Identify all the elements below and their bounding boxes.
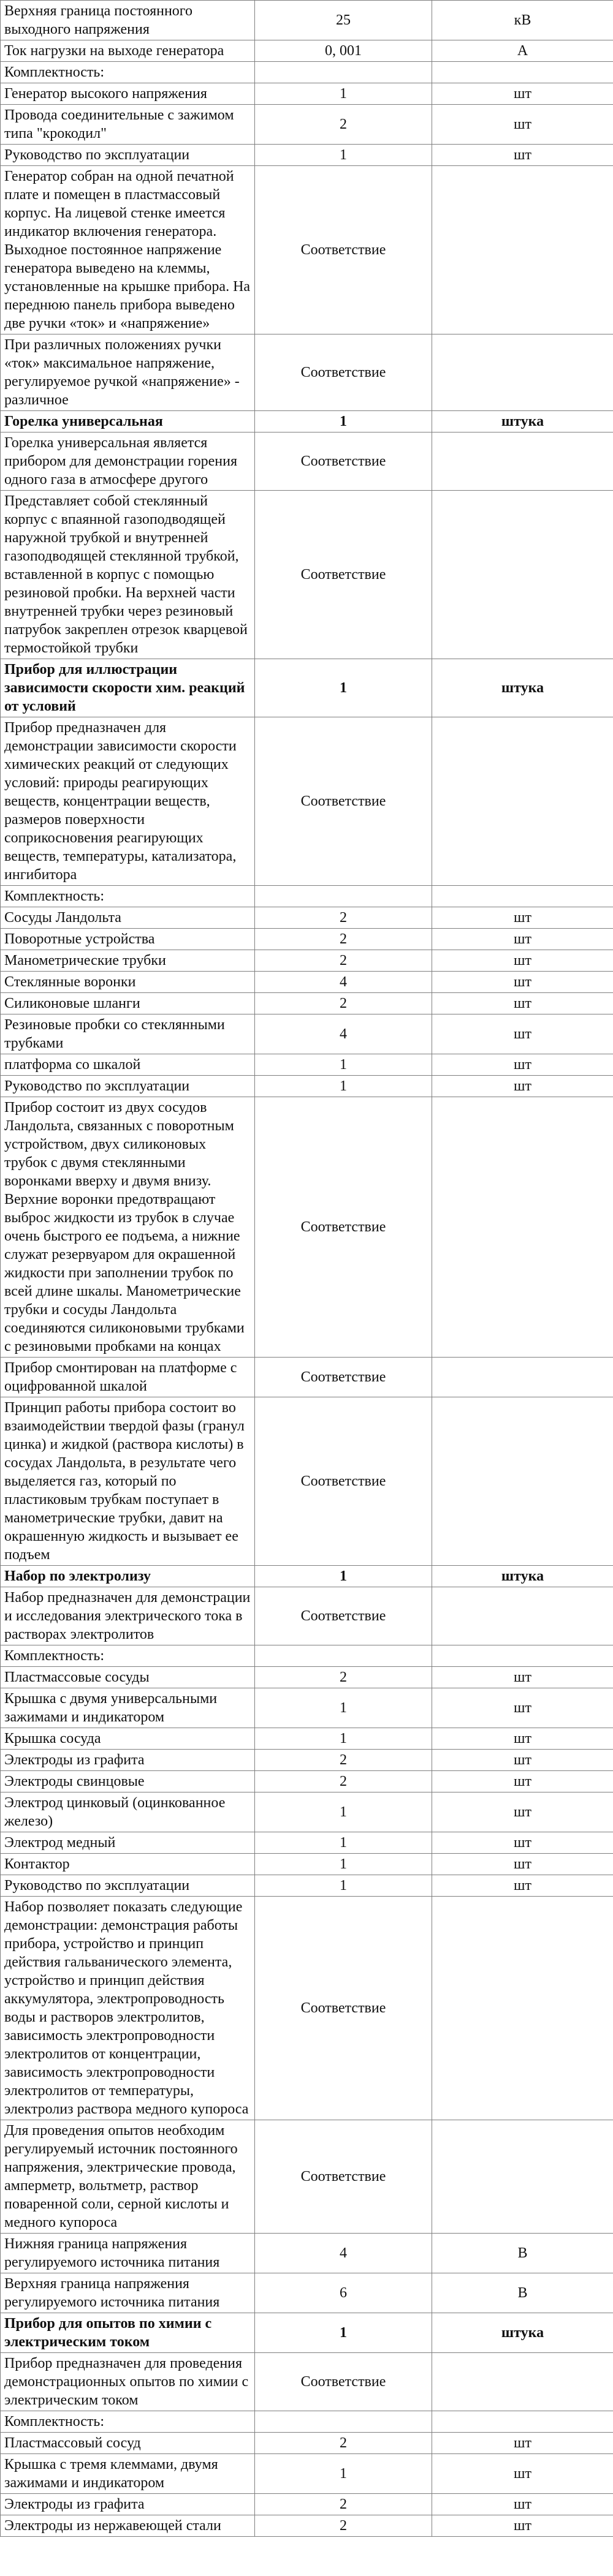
cell-unit: штука xyxy=(432,659,613,717)
cell-description: Прибор смонтирован на платформе с оцифрованной шкалой xyxy=(1,1358,255,1397)
cell-unit xyxy=(432,1897,613,2120)
cell-unit: шт xyxy=(432,1750,613,1771)
table-row xyxy=(1,1054,613,1076)
cell-description: Комплектность: xyxy=(1,62,255,83)
table-row xyxy=(1,1832,613,1854)
cell-unit xyxy=(432,2411,613,2433)
table-row-header xyxy=(1,411,613,432)
table-row xyxy=(1,1076,613,1097)
table-row xyxy=(1,105,613,145)
cell-value: 1 xyxy=(255,411,432,432)
table-row xyxy=(1,1771,613,1792)
cell-value: Соответствие xyxy=(255,432,432,491)
cell-unit: штука xyxy=(432,411,613,432)
table-row xyxy=(1,1397,613,1566)
cell-description: Поворотные устройства xyxy=(1,929,255,950)
cell-description: Прибор для опытов по химии с электрическим током xyxy=(1,2313,255,2353)
table-row xyxy=(1,40,613,62)
table-row xyxy=(1,2353,613,2411)
table-row-header xyxy=(1,659,613,717)
cell-value xyxy=(255,2411,432,2433)
cell-description: Для проведения опытов необходим регулируемый источник постоянного напряжения, электрические провода, амперметр, вольтметр, раствор поваренной соли, серной кислоты и медного купороса xyxy=(1,2120,255,2234)
cell-unit xyxy=(432,1645,613,1667)
table-row xyxy=(1,62,613,83)
table-row xyxy=(1,950,613,972)
cell-description: Набор предназначен для демонстрации и исследования электрического тока в растворах электролитов xyxy=(1,1587,255,1645)
cell-value: Соответствие xyxy=(255,166,432,334)
cell-unit: В xyxy=(432,2234,613,2273)
table-row xyxy=(1,1897,613,2120)
table-row xyxy=(1,2234,613,2273)
cell-description: Набор по электролизу xyxy=(1,1566,255,1587)
table-row-header xyxy=(1,1566,613,1587)
cell-unit: штука xyxy=(432,2313,613,2353)
cell-unit: шт xyxy=(432,1014,613,1054)
cell-description: Верхняя граница напряжения регулируемого источника питания xyxy=(1,2273,255,2313)
cell-value: 1 xyxy=(255,2313,432,2353)
cell-description: Прибор предназначен для проведения демонстрационных опытов по химии с электрическим током xyxy=(1,2353,255,2411)
table-row xyxy=(1,1645,613,1667)
table-row xyxy=(1,334,613,411)
cell-description: Электроды из нержавеющей стали xyxy=(1,2515,255,2537)
cell-value: 4 xyxy=(255,1014,432,1054)
cell-value: Соответствие xyxy=(255,1397,432,1566)
cell-description: Провода соединительные с зажимом типа "крокодил" xyxy=(1,105,255,145)
cell-description: Крышка с тремя клеммами, двумя зажимами и индикатором xyxy=(1,2454,255,2494)
cell-value: 1 xyxy=(255,2454,432,2494)
table-row xyxy=(1,166,613,334)
cell-value: 1 xyxy=(255,1875,432,1897)
cell-value: 4 xyxy=(255,2234,432,2273)
cell-unit: В xyxy=(432,2273,613,2313)
cell-description: Комплектность: xyxy=(1,886,255,907)
cell-value: Соответствие xyxy=(255,2353,432,2411)
table-row xyxy=(1,1688,613,1728)
cell-unit xyxy=(432,886,613,907)
table-row-header xyxy=(1,2313,613,2353)
cell-unit: шт xyxy=(432,950,613,972)
cell-value: 2 xyxy=(255,1750,432,1771)
table-row xyxy=(1,907,613,929)
cell-unit xyxy=(432,717,613,886)
table-row xyxy=(1,1,613,40)
cell-value: 2 xyxy=(255,1771,432,1792)
cell-value: 2 xyxy=(255,105,432,145)
cell-description: Контактор xyxy=(1,1854,255,1875)
table-row xyxy=(1,1792,613,1832)
table-row xyxy=(1,1875,613,1897)
cell-unit: шт xyxy=(432,145,613,166)
cell-description: Руководство по эксплуатации xyxy=(1,1875,255,1897)
cell-value: Соответствие xyxy=(255,1358,432,1397)
table-row xyxy=(1,83,613,105)
cell-unit xyxy=(432,2120,613,2234)
cell-value: 1 xyxy=(255,1728,432,1750)
cell-unit: шт xyxy=(432,83,613,105)
cell-value xyxy=(255,62,432,83)
cell-unit: шт xyxy=(432,907,613,929)
cell-description: Руководство по эксплуатации xyxy=(1,1076,255,1097)
cell-description: Стеклянные воронки xyxy=(1,972,255,993)
cell-value: Соответствие xyxy=(255,334,432,411)
table-row xyxy=(1,1097,613,1358)
cell-value: 1 xyxy=(255,1854,432,1875)
cell-unit xyxy=(432,2353,613,2411)
cell-value: 4 xyxy=(255,972,432,993)
cell-unit: шт xyxy=(432,2494,613,2515)
cell-description: Прибор состоит из двух сосудов Ландольта, связанных с поворотным устройством, двух силиконовых трубок с двумя стеклянными воронками вверху и двумя внизу. Верхние воронки предотвращают выброс жидкости из трубок в случае очень быстрого ее подъема, а нижние служат резервуаром для окрашенной жидкости при заполнении трубок по всей длине шкалы. Манометрические трубки и сосуды Ландольта соединяются силиконовыми трубками с резиновыми пробками на концах xyxy=(1,1097,255,1358)
table-row xyxy=(1,886,613,907)
cell-value: 1 xyxy=(255,1832,432,1854)
cell-value: 2 xyxy=(255,929,432,950)
table-row xyxy=(1,1854,613,1875)
table-row xyxy=(1,145,613,166)
table-row xyxy=(1,1667,613,1688)
cell-unit: шт xyxy=(432,1054,613,1076)
cell-unit: шт xyxy=(432,1771,613,1792)
cell-unit: шт xyxy=(432,1076,613,1097)
cell-description: Набор позволяет показать следующие демонстрации: демонстрация работы прибора, устройство и принцип действия гальванического элемента, устройство и принцип действия аккумулятора, электропроводность воды и растворов электролитов, зависимость электропроводности электролитов от концентрации, зависимость электропроводности электролитов от температуры, электролиз раствора медного купороса xyxy=(1,1897,255,2120)
cell-unit: шт xyxy=(432,1832,613,1854)
cell-unit: шт xyxy=(432,2454,613,2494)
cell-value: 2 xyxy=(255,2494,432,2515)
table-row xyxy=(1,2515,613,2537)
cell-value: 1 xyxy=(255,1566,432,1587)
cell-value: Соответствие xyxy=(255,1587,432,1645)
table-row xyxy=(1,2273,613,2313)
cell-unit: шт xyxy=(432,2515,613,2537)
cell-description: Электроды из графита xyxy=(1,2494,255,2515)
cell-value: 1 xyxy=(255,1054,432,1076)
cell-unit xyxy=(432,62,613,83)
table-row xyxy=(1,2433,613,2454)
cell-description: Горелка универсальная является прибором для демонстрации горения одного газа в атмосфере другого xyxy=(1,432,255,491)
table-row xyxy=(1,972,613,993)
cell-unit: шт xyxy=(432,1792,613,1832)
cell-description: Пластмассовый сосуд xyxy=(1,2433,255,2454)
cell-description: Пластмассовые сосуды xyxy=(1,1667,255,1688)
cell-value: 1 xyxy=(255,1076,432,1097)
cell-description: Верхняя граница постоянного выходного напряжения xyxy=(1,1,255,40)
cell-unit: штука xyxy=(432,1566,613,1587)
cell-value: 1 xyxy=(255,1792,432,1832)
cell-description: Прибор для иллюстрации зависимости скорости хим. реакций от условий xyxy=(1,659,255,717)
cell-value: 2 xyxy=(255,1667,432,1688)
cell-value: 2 xyxy=(255,2515,432,2537)
cell-description: Манометрические трубки xyxy=(1,950,255,972)
cell-description: Комплектность: xyxy=(1,1645,255,1667)
cell-description: Крышка с двумя универсальными зажимами и индикатором xyxy=(1,1688,255,1728)
table-row xyxy=(1,2120,613,2234)
cell-value: 2 xyxy=(255,907,432,929)
cell-value: 1 xyxy=(255,145,432,166)
cell-description: Принцип работы прибора состоит во взаимодействии твердой фазы (гранул цинка) и жидкой (раствора кислоты) в сосудах Ландольта, в результате чего выделяется газ, который по пластиковым трубкам поступает в манометрические трубки, давит на окрашенную жидкость и вызывает ее подъем xyxy=(1,1397,255,1566)
cell-value xyxy=(255,1645,432,1667)
table-row xyxy=(1,2494,613,2515)
cell-description: Электроды из графита xyxy=(1,1750,255,1771)
cell-description: Сосуды Ландольта xyxy=(1,907,255,929)
cell-value: 1 xyxy=(255,1688,432,1728)
table-row xyxy=(1,491,613,659)
cell-unit: шт xyxy=(432,1728,613,1750)
cell-unit xyxy=(432,166,613,334)
table-row xyxy=(1,1587,613,1645)
cell-value: 2 xyxy=(255,950,432,972)
cell-description: Комплектность: xyxy=(1,2411,255,2433)
cell-value: Соответствие xyxy=(255,717,432,886)
cell-value: 1 xyxy=(255,659,432,717)
cell-unit xyxy=(432,432,613,491)
cell-description: Генератор высокого напряжения xyxy=(1,83,255,105)
cell-unit xyxy=(432,1587,613,1645)
cell-unit: шт xyxy=(432,105,613,145)
cell-description: Силиконовые шланги xyxy=(1,993,255,1014)
cell-value: 2 xyxy=(255,993,432,1014)
cell-value: 1 xyxy=(255,83,432,105)
cell-description: Крышка сосуда xyxy=(1,1728,255,1750)
cell-description: Электрод цинковый (оцинкованное железо) xyxy=(1,1792,255,1832)
specification-table-body xyxy=(1,1,613,2537)
cell-description: Нижняя граница напряжения регулируемого источника питания xyxy=(1,2234,255,2273)
cell-unit: шт xyxy=(432,972,613,993)
table-row xyxy=(1,717,613,886)
cell-unit xyxy=(432,1397,613,1566)
cell-unit xyxy=(432,491,613,659)
cell-description: При различных положениях ручки «ток» максимальное напряжение, регулируемое ручкой «напряжение» - различное xyxy=(1,334,255,411)
cell-description: Горелка универсальная xyxy=(1,411,255,432)
cell-unit: А xyxy=(432,40,613,62)
table-row xyxy=(1,1750,613,1771)
table-row xyxy=(1,993,613,1014)
cell-description: платформа со шкалой xyxy=(1,1054,255,1076)
cell-description: Электрод медный xyxy=(1,1832,255,1854)
table-row xyxy=(1,2454,613,2494)
cell-value: 0, 001 xyxy=(255,40,432,62)
cell-unit: шт xyxy=(432,929,613,950)
table-row xyxy=(1,1358,613,1397)
cell-value xyxy=(255,886,432,907)
cell-unit: шт xyxy=(432,1688,613,1728)
cell-value: Соответствие xyxy=(255,1897,432,2120)
cell-description: Представляет собой стеклянный корпус с впаянной газоподводящей наружной трубкой и внутренней газоподводящей стеклянной трубкой, вставленной в корпус с помощью резиновой пробки. На верхней части внутренней трубки через резиновый патрубок закреплен отрезок кварцевой термостойкой трубки xyxy=(1,491,255,659)
cell-unit: шт xyxy=(432,1854,613,1875)
cell-value: Соответствие xyxy=(255,491,432,659)
cell-unit xyxy=(432,1097,613,1358)
cell-unit: шт xyxy=(432,1875,613,1897)
table-row xyxy=(1,432,613,491)
cell-value: 6 xyxy=(255,2273,432,2313)
cell-description: Электроды свинцовые xyxy=(1,1771,255,1792)
cell-unit: кВ xyxy=(432,1,613,40)
cell-unit: шт xyxy=(432,1667,613,1688)
cell-value: 25 xyxy=(255,1,432,40)
cell-value: 2 xyxy=(255,2433,432,2454)
cell-description: Ток нагрузки на выходе генератора xyxy=(1,40,255,62)
cell-unit: шт xyxy=(432,2433,613,2454)
cell-unit xyxy=(432,334,613,411)
cell-description: Резиновые пробки со стеклянными трубками xyxy=(1,1014,255,1054)
cell-unit: шт xyxy=(432,993,613,1014)
cell-unit xyxy=(432,1358,613,1397)
cell-value: Соответствие xyxy=(255,2120,432,2234)
table-row xyxy=(1,1014,613,1054)
table-row xyxy=(1,1728,613,1750)
cell-description: Прибор предназначен для демонстрации зависимости скорости химических реакций от следующих условий: природы реагирующих веществ, концентрации веществ, размеров поверхности соприкосновения реагирующих веществ, температуры, катализатора, ингибитора xyxy=(1,717,255,886)
table-row xyxy=(1,929,613,950)
cell-value: Соответствие xyxy=(255,1097,432,1358)
cell-description: Руководство по эксплуатации xyxy=(1,145,255,166)
cell-description: Генератор собран на одной печатной плате и помещен в пластмассовый корпус. На лицевой стенке имеется индикатор включения генератора. Выходное постоянное напряжение генератора выведено на клеммы, установленные на крышке прибора. На переднюю панель прибора выведено две ручки «ток» и «напряжение» xyxy=(1,166,255,334)
table-row xyxy=(1,2411,613,2433)
